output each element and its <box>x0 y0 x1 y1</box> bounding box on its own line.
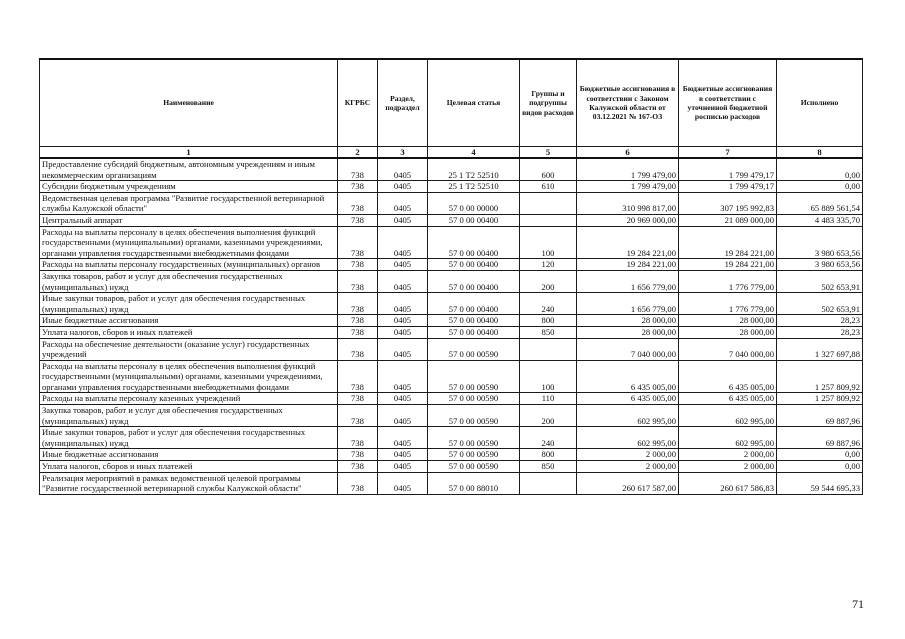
row-executed: 28,23 <box>777 315 863 327</box>
row-executed: 59 544 695,33 <box>777 472 863 494</box>
column-number: 3 <box>378 147 428 159</box>
row-name: Ведомственная целевая программа "Развитие государственной ветеринарной службы Калужской области" <box>40 192 338 214</box>
row-name: Иные закупки товаров, работ и услуг для обеспечения государственных (муниципальных) нужд <box>40 427 338 449</box>
row-refined-allocation: 1 776 779,00 <box>679 270 777 292</box>
row-target-article: 57 0 00 00590 <box>428 449 520 461</box>
row-law-allocation: 310 998 817,00 <box>577 192 679 214</box>
row-section: 0405 <box>378 315 428 327</box>
row-refined-allocation: 260 617 586,83 <box>679 472 777 494</box>
row-name: Предоставление субсидий бюджетным, автономным учреждениям и иным некоммерческим организациям <box>40 158 338 181</box>
row-expense-group: 100 <box>520 360 577 393</box>
row-target-article: 57 0 00 00590 <box>428 427 520 449</box>
row-name: Расходы на выплаты персоналу в целях обеспечения выполнения функций государственными (муниципальными) органами, казенными учреждениями, органами управления государственными внебюджетными фондами <box>40 226 338 259</box>
row-name: Расходы на обеспечение деятельности (оказание услуг) государственных учреждений <box>40 338 338 360</box>
row-executed: 3 980 653,56 <box>777 259 863 271</box>
row-section: 0405 <box>378 259 428 271</box>
row-law-allocation: 2 000,00 <box>577 461 679 473</box>
table-row <box>40 293 863 315</box>
row-name: Иные закупки товаров, работ и услуг для обеспечения государственных (муниципальных) нужд <box>40 293 338 315</box>
row-expense-group: 200 <box>520 405 577 427</box>
row-kgrbs: 738 <box>338 472 378 494</box>
row-section: 0405 <box>378 360 428 393</box>
row-law-allocation: 28 000,00 <box>577 326 679 338</box>
column-number: 6 <box>577 147 679 159</box>
row-executed: 502 653,91 <box>777 293 863 315</box>
row-kgrbs: 738 <box>338 338 378 360</box>
row-kgrbs: 738 <box>338 393 378 405</box>
row-kgrbs: 738 <box>338 158 378 181</box>
header-target-article: Целевая статья <box>428 59 520 147</box>
table-row <box>40 214 863 226</box>
row-law-allocation: 260 617 587,00 <box>577 472 679 494</box>
column-number: 5 <box>520 147 577 159</box>
row-refined-allocation: 6 435 005,00 <box>679 360 777 393</box>
row-target-article: 25 1 Т2 52510 <box>428 158 520 181</box>
budget-execution-table <box>39 58 863 495</box>
row-section: 0405 <box>378 338 428 360</box>
row-expense-group <box>520 338 577 360</box>
row-section: 0405 <box>378 326 428 338</box>
row-refined-allocation: 307 195 992,83 <box>679 192 777 214</box>
row-law-allocation: 20 969 000,00 <box>577 214 679 226</box>
row-law-allocation: 1 656 779,00 <box>577 270 679 292</box>
row-executed: 69 887,96 <box>777 427 863 449</box>
row-name: Иные бюджетные ассигнования <box>40 449 338 461</box>
row-refined-allocation: 2 000,00 <box>679 449 777 461</box>
row-section: 0405 <box>378 405 428 427</box>
header-kgrbs: КГРБС <box>338 59 378 147</box>
row-kgrbs: 738 <box>338 360 378 393</box>
row-kgrbs: 738 <box>338 293 378 315</box>
row-expense-group: 850 <box>520 461 577 473</box>
row-target-article: 57 0 00 00590 <box>428 393 520 405</box>
table-row <box>40 192 863 214</box>
row-law-allocation: 28 000,00 <box>577 315 679 327</box>
row-kgrbs: 738 <box>338 226 378 259</box>
row-name: Субсидии бюджетным учреждениям <box>40 181 338 193</box>
row-law-allocation: 2 000,00 <box>577 449 679 461</box>
row-executed: 28,23 <box>777 326 863 338</box>
row-kgrbs: 738 <box>338 181 378 193</box>
table-row <box>40 270 863 292</box>
row-name: Расходы на выплаты персоналу казенных учреждений <box>40 393 338 405</box>
header-refined-allocations: Бюджетные ассигнования в соответствии с уточненной бюджетной росписью расходов <box>679 59 777 147</box>
row-name: Закупка товаров, работ и услуг для обеспечения государственных (муниципальных) нужд <box>40 405 338 427</box>
row-target-article: 57 0 00 00590 <box>428 360 520 393</box>
table-row <box>40 427 863 449</box>
row-refined-allocation: 602 995,00 <box>679 427 777 449</box>
table-row <box>40 315 863 327</box>
row-kgrbs: 738 <box>338 326 378 338</box>
table-row <box>40 158 863 181</box>
row-section: 0405 <box>378 472 428 494</box>
row-target-article: 25 1 Т2 52510 <box>428 181 520 193</box>
row-name: Реализация мероприятий в рамках ведомственной целевой программы "Развитие государственной ветеринарной службы Калужской области" <box>40 472 338 494</box>
header-section: Раздел, подраздел <box>378 59 428 147</box>
row-target-article: 57 0 00 00400 <box>428 259 520 271</box>
column-number: 8 <box>777 147 863 159</box>
row-name: Иные бюджетные ассигнования <box>40 315 338 327</box>
table-row <box>40 472 863 494</box>
row-executed: 65 889 561,54 <box>777 192 863 214</box>
row-refined-allocation: 6 435 005,00 <box>679 393 777 405</box>
row-expense-group: 240 <box>520 293 577 315</box>
row-kgrbs: 738 <box>338 270 378 292</box>
table-header-row <box>40 59 863 147</box>
row-executed: 0,00 <box>777 461 863 473</box>
row-law-allocation: 7 040 000,00 <box>577 338 679 360</box>
header-executed: Исполнено <box>777 59 863 147</box>
row-name: Расходы на выплаты персоналу в целях обеспечения выполнения функций государственными (муниципальными) органами, казенными учреждениями, органами управления государственными внебюджетными фондами <box>40 360 338 393</box>
row-executed: 3 980 653,56 <box>777 226 863 259</box>
header-name: Наименование <box>40 59 338 147</box>
row-target-article: 57 0 00 00400 <box>428 226 520 259</box>
row-law-allocation: 1 799 479,00 <box>577 158 679 181</box>
table-row <box>40 338 863 360</box>
row-section: 0405 <box>378 293 428 315</box>
row-executed: 1 257 809,92 <box>777 360 863 393</box>
row-section: 0405 <box>378 270 428 292</box>
row-section: 0405 <box>378 192 428 214</box>
row-refined-allocation: 28 000,00 <box>679 315 777 327</box>
row-refined-allocation: 19 284 221,00 <box>679 226 777 259</box>
header-law-allocations: Бюджетные ассигнования в соответствии с Законом Калужской области от 03.12.2021 № 167-ОЗ <box>577 59 679 147</box>
table-row <box>40 393 863 405</box>
row-name: Закупка товаров, работ и услуг для обеспечения государственных (муниципальных) нужд <box>40 270 338 292</box>
row-section: 0405 <box>378 214 428 226</box>
row-section: 0405 <box>378 393 428 405</box>
row-section: 0405 <box>378 226 428 259</box>
row-target-article: 57 0 00 00590 <box>428 405 520 427</box>
header-expense-groups: Группы и подгруппы видов расходов <box>520 59 577 147</box>
row-expense-group: 800 <box>520 315 577 327</box>
row-kgrbs: 738 <box>338 427 378 449</box>
row-refined-allocation: 19 284 221,00 <box>679 259 777 271</box>
table-row <box>40 449 863 461</box>
row-refined-allocation: 7 040 000,00 <box>679 338 777 360</box>
column-number: 1 <box>40 147 338 159</box>
table-row <box>40 259 863 271</box>
row-name: Уплата налогов, сборов и иных платежей <box>40 461 338 473</box>
table-row <box>40 461 863 473</box>
row-executed: 1 327 697,88 <box>777 338 863 360</box>
row-expense-group <box>520 192 577 214</box>
row-target-article: 57 0 00 00400 <box>428 214 520 226</box>
table-row <box>40 405 863 427</box>
row-refined-allocation: 602 995,00 <box>679 405 777 427</box>
column-number: 4 <box>428 147 520 159</box>
row-law-allocation: 6 435 005,00 <box>577 360 679 393</box>
row-expense-group: 200 <box>520 270 577 292</box>
row-expense-group: 600 <box>520 158 577 181</box>
row-refined-allocation: 1 799 479,17 <box>679 181 777 193</box>
row-law-allocation: 19 284 221,00 <box>577 226 679 259</box>
row-target-article: 57 0 00 00400 <box>428 326 520 338</box>
row-target-article: 57 0 00 00400 <box>428 315 520 327</box>
row-executed: 1 257 809,92 <box>777 393 863 405</box>
row-law-allocation: 6 435 005,00 <box>577 393 679 405</box>
row-kgrbs: 738 <box>338 405 378 427</box>
row-expense-group: 610 <box>520 181 577 193</box>
row-section: 0405 <box>378 158 428 181</box>
row-law-allocation: 602 995,00 <box>577 405 679 427</box>
row-refined-allocation: 1 799 479,17 <box>679 158 777 181</box>
row-kgrbs: 738 <box>338 449 378 461</box>
table-row <box>40 226 863 259</box>
row-law-allocation: 602 995,00 <box>577 427 679 449</box>
row-law-allocation: 19 284 221,00 <box>577 259 679 271</box>
column-number-row <box>40 147 863 159</box>
row-executed: 0,00 <box>777 181 863 193</box>
row-executed: 4 483 335,70 <box>777 214 863 226</box>
row-name: Центральный аппарат <box>40 214 338 226</box>
row-expense-group: 110 <box>520 393 577 405</box>
row-target-article: 57 0 00 00000 <box>428 192 520 214</box>
table-row <box>40 360 863 393</box>
row-refined-allocation: 28 000,00 <box>679 326 777 338</box>
row-kgrbs: 738 <box>338 461 378 473</box>
row-executed: 502 653,91 <box>777 270 863 292</box>
row-section: 0405 <box>378 461 428 473</box>
row-target-article: 57 0 00 00400 <box>428 270 520 292</box>
row-expense-group: 800 <box>520 449 577 461</box>
table-row <box>40 326 863 338</box>
row-expense-group: 240 <box>520 427 577 449</box>
row-expense-group: 100 <box>520 226 577 259</box>
row-law-allocation: 1 656 779,00 <box>577 293 679 315</box>
row-expense-group <box>520 214 577 226</box>
row-expense-group <box>520 472 577 494</box>
row-law-allocation: 1 799 479,00 <box>577 181 679 193</box>
row-section: 0405 <box>378 427 428 449</box>
row-kgrbs: 738 <box>338 192 378 214</box>
row-name: Расходы на выплаты персоналу государственных (муниципальных) органов <box>40 259 338 271</box>
table-row <box>40 181 863 193</box>
column-number: 2 <box>338 147 378 159</box>
row-section: 0405 <box>378 449 428 461</box>
row-executed: 69 887,96 <box>777 405 863 427</box>
row-expense-group: 850 <box>520 326 577 338</box>
row-target-article: 57 0 00 88010 <box>428 472 520 494</box>
row-executed: 0,00 <box>777 158 863 181</box>
row-target-article: 57 0 00 00590 <box>428 338 520 360</box>
row-expense-group: 120 <box>520 259 577 271</box>
row-refined-allocation: 21 089 000,00 <box>679 214 777 226</box>
row-name: Уплата налогов, сборов и иных платежей <box>40 326 338 338</box>
page-number: 71 <box>852 597 864 611</box>
row-kgrbs: 738 <box>338 214 378 226</box>
row-refined-allocation: 2 000,00 <box>679 461 777 473</box>
row-section: 0405 <box>378 181 428 193</box>
row-kgrbs: 738 <box>338 315 378 327</box>
row-target-article: 57 0 00 00590 <box>428 461 520 473</box>
row-executed: 0,00 <box>777 449 863 461</box>
row-kgrbs: 738 <box>338 259 378 271</box>
row-refined-allocation: 1 776 779,00 <box>679 293 777 315</box>
row-target-article: 57 0 00 00400 <box>428 293 520 315</box>
column-number: 7 <box>679 147 777 159</box>
